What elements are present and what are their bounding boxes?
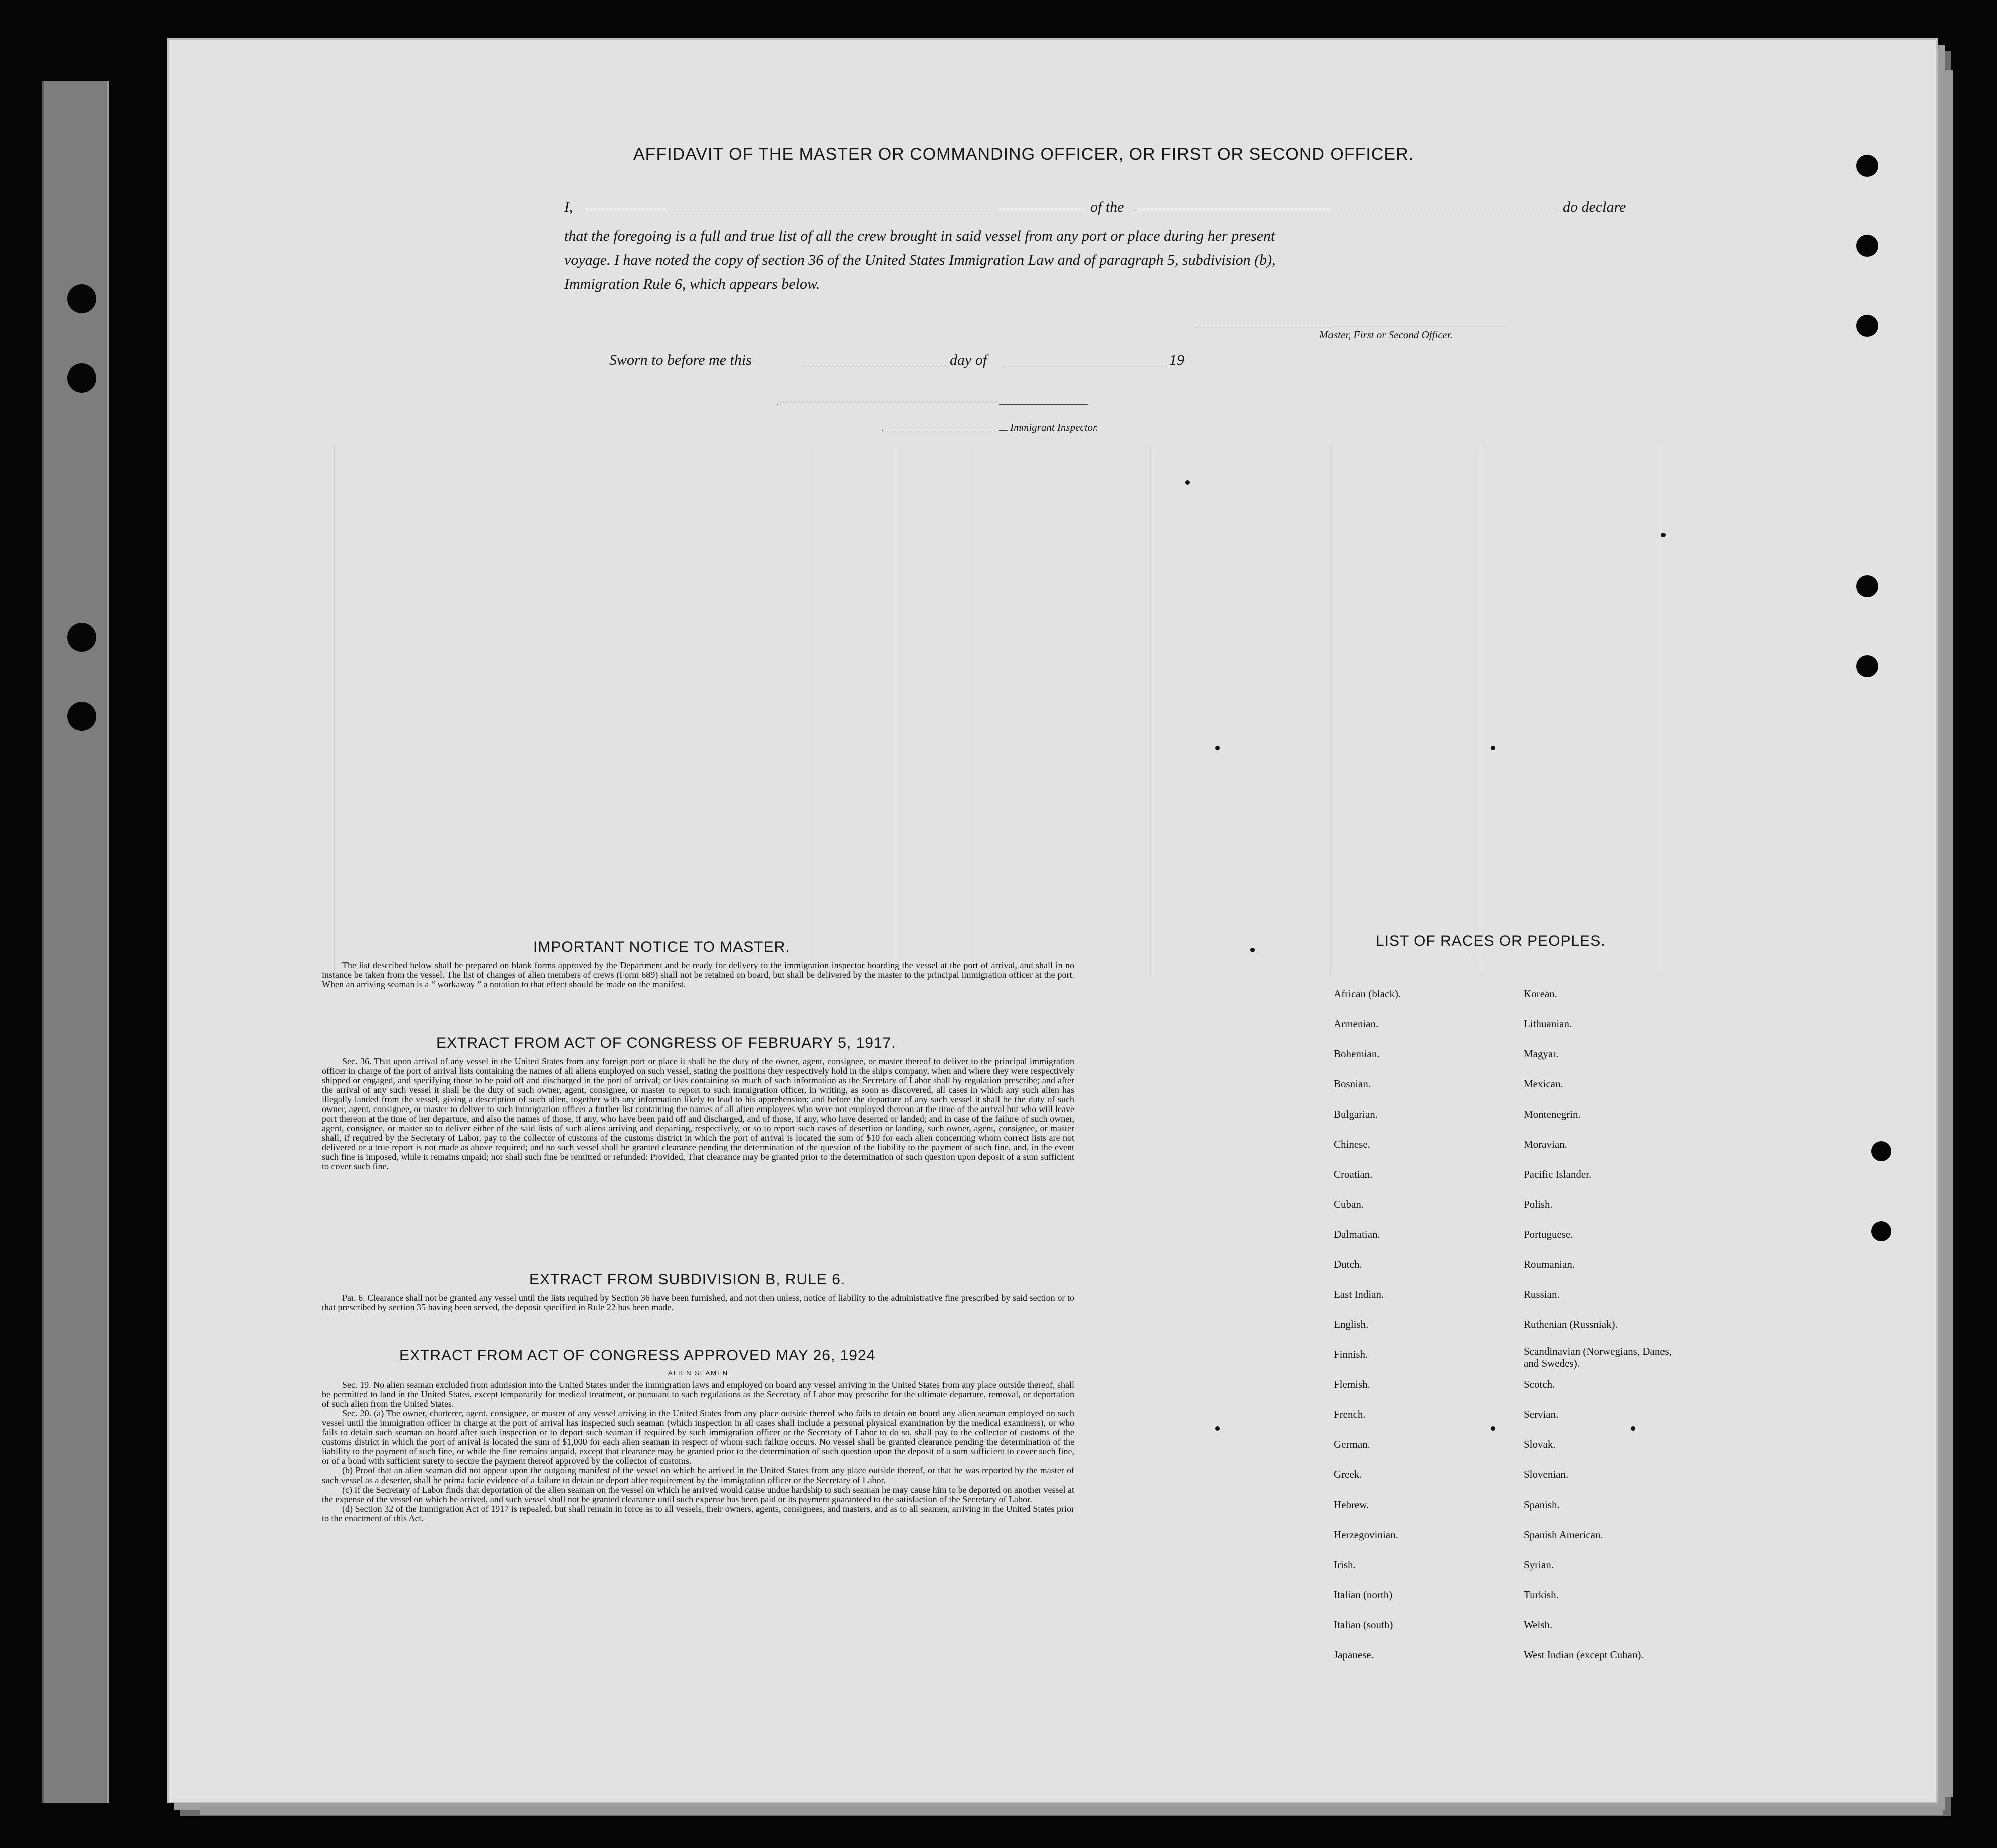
ink-mark xyxy=(1491,746,1495,750)
affidavit-line4: Immigration Rule 6, which appears below. xyxy=(564,276,820,292)
notice-paragraph: The list described below shall be prepared on blank forms approved by the Department and be ready for delivery to the immigration inspector boarding the vessel at the port of arrival, and shall in no instance be taken from the vessel. The list of changes of alien members of crews (Form 689) shall not be retained on board, but shall be delivered by the master to the principal immigration officer at the port. When an arriving seaman is a “ workaway ” a notation to that effect should be made on the manifest. xyxy=(322,960,1074,989)
sec-20d-paragraph: (d) Section 32 of the Immigration Act of 1917 is repealed, but shall remain in force as to all vessels, their owners, agents, consignees, and masters, and as to all seamen, arriving in the United States prior to the enactment of this Act. xyxy=(322,1504,1074,1523)
extract-1917-body xyxy=(322,1057,1074,1171)
races-title: LIST OF RACES OR PEOPLES. xyxy=(1376,933,1606,949)
race-item: Mexican. xyxy=(1524,1078,1563,1090)
race-item: Irish. xyxy=(1334,1559,1356,1571)
race-item: Hebrew. xyxy=(1334,1499,1369,1511)
page-punch-hole xyxy=(1856,655,1878,677)
binder-hole xyxy=(67,363,96,393)
race-item: Greek. xyxy=(1334,1468,1362,1481)
race-item: Dutch. xyxy=(1334,1258,1362,1270)
race-item: African (black). xyxy=(1334,988,1401,1000)
race-item: French. xyxy=(1334,1408,1366,1420)
bleed-column-line xyxy=(334,445,335,976)
race-item: Spanish American. xyxy=(1524,1529,1603,1541)
extract-1917-title: EXTRACT FROM ACT OF CONGRESS OF FEBRUARY 5, 1917. xyxy=(436,1035,896,1051)
affidavit-declare: do declare xyxy=(1563,199,1626,215)
race-item: Finnish. xyxy=(1334,1348,1368,1360)
page-punch-hole xyxy=(1856,155,1878,177)
race-item: Polish. xyxy=(1524,1198,1553,1210)
affidavit-title: AFFIDAVIT OF THE MASTER OR COMMANDING OFFICER, OR FIRST OR SECOND OFFICER. xyxy=(633,145,1414,164)
par-6-paragraph: Par. 6. Clearance shall not be granted any vessel until the lists required by Section 36 have been furnished, and not then unless, notice of liability to the administrative fine prescribed by said section or to that prescribed by section 35 having been served, the deposit specified in Rule 22 has been made. xyxy=(322,1293,1074,1312)
ink-mark xyxy=(1250,948,1255,952)
race-item: Slovak. xyxy=(1524,1438,1556,1450)
race-item: Russian. xyxy=(1524,1288,1560,1300)
sec-20a-paragraph: Sec. 20. (a) The owner, charterer, agent, consignee, or master of any vessel arriving in the United States from any place outside thereof who fails to detain on board any alien seaman employed on such vessel until the immigration officer in charge at the port of arrival has inspected such seaman (which inspection in all cases shall include a personal physical examination by the medical examiners), or who fails to detain such seaman on board after such inspection or to deport such seaman if required by such immigration officer or the Secretary of Labor to do so, shall pay to the collector of customs of the customs district in which the port of arrival is located the sum of $1,000 for each alien seaman in respect of whom such failure occurs. No vessel shall be granted clearance pending the determination of the liability to the payment of such fine, or while the fine remains unpaid, except that clearance may be granted prior to the determination of such question upon the deposit of a sum sufficient to cover such fine, or of a bond with sufficient surety to secure the payment thereof approved by the collector of customs. xyxy=(322,1408,1074,1466)
race-item: Lithuanian. xyxy=(1524,1018,1572,1030)
race-item: Chinese. xyxy=(1334,1138,1370,1150)
race-item: Welsh. xyxy=(1524,1619,1553,1631)
extract-1924-body xyxy=(322,1380,1074,1523)
affidavit-of-the: of the xyxy=(1090,199,1124,215)
race-item: Italian (south) xyxy=(1334,1619,1393,1631)
race-item: Magyar. xyxy=(1524,1048,1559,1060)
page-punch-hole xyxy=(1856,575,1878,597)
race-item: Servian. xyxy=(1524,1408,1559,1420)
ink-mark xyxy=(1215,746,1220,750)
race-item: Bohemian. xyxy=(1334,1048,1380,1060)
race-item: Herzegovinian. xyxy=(1334,1529,1398,1541)
extract-rule6-title: EXTRACT FROM SUBDIVISION B, RULE 6. xyxy=(529,1271,846,1288)
page-edge-stack xyxy=(1942,70,1953,1797)
race-item: Cuban. xyxy=(1334,1198,1364,1210)
affidavit-line2: that the foregoing is a full and true list of all the crew brought in said vessel from any port or place during her present xyxy=(564,228,1275,244)
race-item: English. xyxy=(1334,1318,1369,1330)
sworn-prefix: Sworn to before me this xyxy=(609,352,752,368)
race-item: Armenian. xyxy=(1334,1018,1379,1030)
race-item: Italian (north) xyxy=(1334,1589,1393,1601)
race-item: Korean. xyxy=(1524,988,1558,1000)
race-item: Japanese. xyxy=(1334,1649,1374,1661)
binder-hole xyxy=(67,702,96,731)
extract-1924-title: EXTRACT FROM ACT OF CONGRESS APPROVED MAY 26, 1924 xyxy=(399,1347,876,1364)
inspector-blank-1[interactable] xyxy=(777,404,1088,405)
race-item: German. xyxy=(1334,1438,1370,1450)
race-item: Scandinavian (Norwegians, Danes, and Swedes). xyxy=(1524,1345,1672,1369)
race-item: East Indian. xyxy=(1334,1288,1384,1300)
sworn-day-of: day of xyxy=(950,352,987,368)
bleed-column-line xyxy=(1150,445,1151,976)
notice-title: IMPORTANT NOTICE TO MASTER. xyxy=(533,939,790,955)
race-item: West Indian (except Cuban). xyxy=(1524,1649,1644,1661)
race-item: Turkish. xyxy=(1524,1589,1559,1601)
notice-body xyxy=(322,961,1074,989)
race-item: Slovenian. xyxy=(1524,1468,1569,1481)
page-punch-hole xyxy=(1871,1141,1891,1161)
affidavit-line1-prefix: I, xyxy=(564,199,573,215)
sec-36-paragraph: Sec. 36. That upon arrival of any vessel in the United States from any foreign port or place it shall be the duty of the owner, agent, consignee, or master thereof to deliver to the principal immigration officer in charge of the port of arrival lists containing the names of all aliens employed on such vessel, stating the positions they respectively hold in the ship's company, when and where they were respectively shipped or engaged, and specifying those to be paid off and discharged in the port of arrival; or lists containing so much of such information as the Secretary of Labor shall by regulation prescribe; and after the arrival of any such vessel it shall be the duty of such owner, agent, consignee, or master to report to such immigration officer, in writing, as soon as discovered, all cases in which any such alien has illegally landed from the vessel, giving a description of such alien, together with any information likely to lead to his apprehension; and before the departure of any such vessel it shall be the duty of such owner, agent, consignee, or master to deliver to such immigration officer a further list containing the names of all alien employees who were not employed thereon at the time of the arrival but who will leave port thereon at the time of her departure, and also the names of those, if any, who have been paid off and discharged, and of those, if any, who have deserted or landed; and in case of the failure of such owner, agent, consignee, or master so to deliver either of the said lists of such aliens arriving and departing, respectively, or so to report such cases of desertion or landing, such owner, agent, consignee, or master shall, if required by the Secretary of Labor, pay to the collector of customs of the customs district in which the port of arrival is located the sum of $10 for each alien concerning whom correct lists are not delivered or a true report is not made as above required; and no such vessel shall be granted clearance pending the determination of the question of the liability to the payment of such fine, and, in the event such fine is imposed, while it remains unpaid; nor shall such fine be remitted or refunded: Provided, That clearance may be granted prior to the determination of such question upon deposit of a sum sufficient to cover such fine. xyxy=(322,1056,1074,1171)
race-item: Scotch. xyxy=(1524,1378,1555,1390)
race-item: Montenegrin. xyxy=(1524,1108,1581,1120)
race-item: Moravian. xyxy=(1524,1138,1567,1150)
ink-mark xyxy=(1185,480,1190,485)
race-item: Pacific Islander. xyxy=(1524,1168,1592,1180)
race-item: Roumanian. xyxy=(1524,1258,1575,1270)
race-item: Bulgarian. xyxy=(1334,1108,1378,1120)
manifest-page xyxy=(167,38,1938,1803)
ink-mark xyxy=(1215,1426,1220,1431)
page-punch-hole xyxy=(1856,315,1878,337)
alien-seamen-subtitle: ALIEN SEAMEN xyxy=(668,1369,729,1377)
race-item: Bosnian. xyxy=(1334,1078,1371,1090)
inspector-blank-2[interactable] xyxy=(882,430,1008,431)
race-item: Ruthenian (Russniak). xyxy=(1524,1318,1618,1330)
affidavit-line3: voyage. I have noted the copy of section 36 of the United States Immigration Law and of paragraph 5, subdivision (b), xyxy=(564,252,1276,268)
sec-20c-paragraph: (c) If the Secretary of Labor finds that deportation of the alien seaman on the vessel on which he arrived would cause undue hardship to such seaman he may cause him to be deported on another vessel at the expense of the vessel on which he arrived, and such vessel shall not be granted clearance until such expense has been paid or its payment guaranteed to the satisfaction of the Secretary of Labor. xyxy=(322,1485,1075,1504)
bleed-column-line xyxy=(1330,445,1331,976)
page-edge-stack xyxy=(200,1806,1943,1815)
race-item: Spanish. xyxy=(1524,1499,1560,1511)
race-item: Syrian. xyxy=(1524,1559,1554,1571)
binder-hole xyxy=(67,623,96,652)
signature-caption: Master, First or Second Officer. xyxy=(1319,329,1453,341)
inspector-caption: Immigrant Inspector. xyxy=(1010,421,1099,433)
sec-20b-paragraph: (b) Proof that an alien seaman did not appear upon the outgoing manifest of the vessel on which he arrived in the United States from any place outside thereof, or that he was reported by the master of such vessel as a deserter, shall be prima facie evidence of a failure to detain or deport after requirement by the immigration officer or the Secretary of Labor. xyxy=(322,1465,1074,1485)
race-item: Flemish. xyxy=(1334,1378,1370,1390)
extract-rule6-body xyxy=(322,1293,1074,1312)
race-item: Portuguese. xyxy=(1524,1228,1573,1240)
race-item: Croatian. xyxy=(1334,1168,1373,1180)
sec-19-paragraph: Sec. 19. No alien seaman excluded from admission into the United States under the immigration laws and employed on board any vessel arriving in the United States from any place outside thereof, shall be permitted to land in the United States, except temporarily for medical treatment, or pursuant to such regulations as the Secretary of Labor may prescribe for the ultimate departure, removal, or deportation of such alien from the United States. xyxy=(322,1380,1074,1409)
page-punch-hole xyxy=(1856,235,1878,257)
ink-mark xyxy=(1491,1426,1495,1431)
page-punch-hole xyxy=(1871,1221,1891,1241)
binder-strip xyxy=(42,81,109,1803)
ink-mark xyxy=(1661,533,1666,537)
binder-hole xyxy=(67,284,96,313)
race-item: Dalmatian. xyxy=(1334,1228,1380,1240)
sworn-year: 19 xyxy=(1169,352,1184,368)
ink-mark xyxy=(1631,1426,1635,1431)
